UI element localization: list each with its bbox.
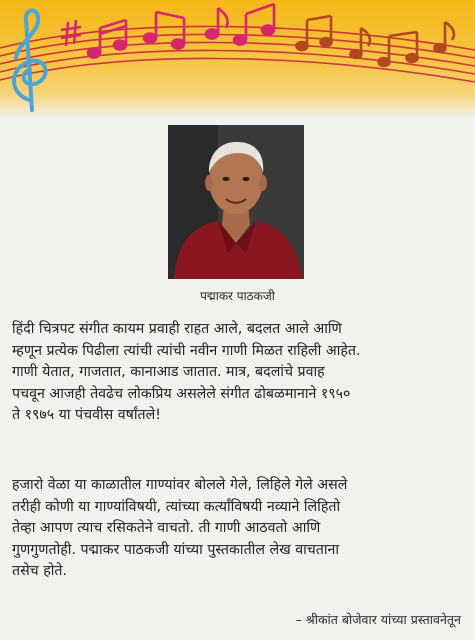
quote-credit: – श्रीकांत बोजेवार यांच्या प्रस्तावनेतून [295, 612, 461, 627]
paragraph-line: हिंदी चित्रपट संगीत कायम प्रवाही राहत आले, बदलत आले आणि [12, 321, 342, 337]
paragraph-1 [12, 319, 466, 427]
paragraph-line: तसेच होते. [12, 563, 68, 579]
paragraph-line: तेव्हा आपण त्याच रसिकतेने वाचतो. ती गाणी आठवतो आणि [12, 520, 321, 536]
paragraph-2 [12, 475, 466, 583]
photo-caption: पद्माकर पाठकजी [200, 289, 275, 303]
paragraph-line: पचवून आजही तेवढेच लोकप्रिय असलेले संगीत ढोबळमानाने १९५० [12, 385, 351, 402]
author-photo [168, 125, 304, 279]
music-staff-illustration [0, 0, 475, 118]
paragraph-line: ते १९७५ या पंचवीस वर्षांतले! [12, 407, 161, 423]
paragraph-line: गुणगुणतोही. पद्माकर पाठकजी यांच्या पुस्तकातील लेख वाचताना [12, 541, 340, 558]
paragraph-line: हजारो वेळा या काळातील गाण्यांवर बोलले गेले, लिहिले गेले असले [12, 477, 348, 493]
paragraph-line: तरीही कोणी या गाण्यांविषयी, त्यांच्या कर्त्यांविषयी नव्याने लिहितो [12, 498, 341, 515]
paragraph-line: गाणी येतात, गाजतात, कानाआड जातात. मात्र, बदलांचे प्रवाह [12, 364, 325, 380]
paragraph-line: म्हणून प्रत्येक पिढीला त्यांची त्यांची नवीन गाणी मिळत राहिली आहेत. [12, 342, 361, 359]
music-banner [0, 0, 475, 118]
portrait-illustration [168, 125, 304, 279]
